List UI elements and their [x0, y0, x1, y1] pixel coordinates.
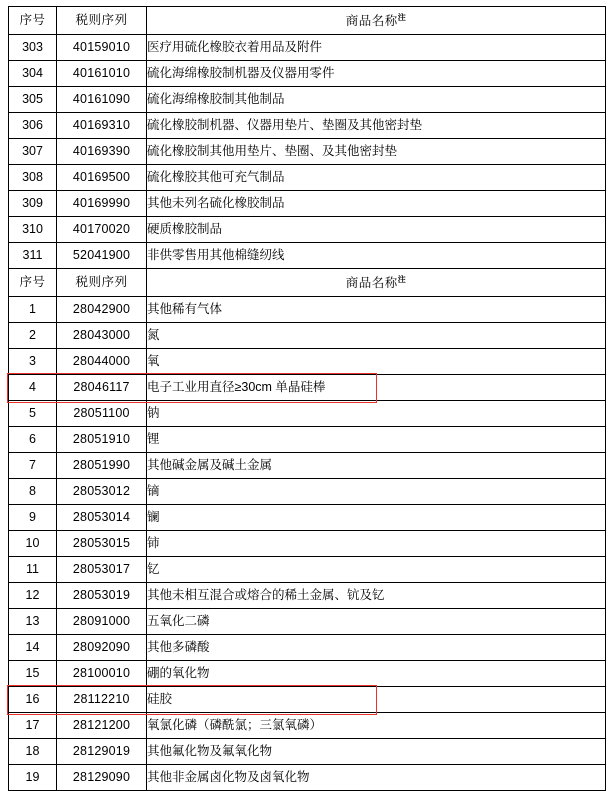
cell-sequence-number: 10: [9, 531, 57, 557]
cell-sequence-number: 305: [9, 87, 57, 113]
cell-tariff-code: 28121200: [57, 713, 147, 739]
tariff-table-body: [9, 7, 606, 791]
table-row: [9, 243, 606, 269]
cell-sequence-number: 14: [9, 635, 57, 661]
table-row: [9, 531, 606, 557]
cell-tariff-code: 28053017: [57, 557, 147, 583]
cell-product-name: 其他未列名硫化橡胶制品: [147, 191, 606, 217]
cell-tariff-code: 40159010: [57, 35, 147, 61]
table-row: [9, 61, 606, 87]
cell-product-name: 医疗用硫化橡胶衣着用品及附件: [147, 35, 606, 61]
cell-product-name: 硅胶: [147, 687, 606, 713]
cell-tariff-code: 28053015: [57, 531, 147, 557]
table-header-row: [9, 7, 606, 35]
table-row: [9, 635, 606, 661]
cell-product-name: 电子工业用直径≥30cm 单晶硅棒: [147, 375, 606, 401]
cell-sequence-number: 15: [9, 661, 57, 687]
header-footnote-marker: 注: [397, 274, 407, 284]
cell-product-name: 镝: [147, 479, 606, 505]
cell-tariff-code: 40161090: [57, 87, 147, 113]
cell-product-name: 氧: [147, 349, 606, 375]
cell-product-name: 硫化海绵橡胶制其他制品: [147, 87, 606, 113]
table-header-row: [9, 269, 606, 297]
cell-product-name: 硫化橡胶制其他用垫片、垫圈、及其他密封垫: [147, 139, 606, 165]
table-row: [9, 217, 606, 243]
cell-sequence-number: 308: [9, 165, 57, 191]
table-row: [9, 765, 606, 791]
cell-tariff-code: 40169990: [57, 191, 147, 217]
header-footnote-marker: 注: [397, 12, 407, 22]
cell-product-name: 其他氟化物及氟氧化物: [147, 739, 606, 765]
cell-tariff-code: 52041900: [57, 243, 147, 269]
table-row: [9, 297, 606, 323]
cell-product-name: 硫化海绵橡胶制机器及仪器用零件: [147, 61, 606, 87]
cell-product-name: 氧氯化磷（磷酰氯；三氯氧磷）: [147, 713, 606, 739]
cell-sequence-number: 19: [9, 765, 57, 791]
cell-sequence-number: 8: [9, 479, 57, 505]
cell-sequence-number: 7: [9, 453, 57, 479]
cell-product-name: 其他多磷酸: [147, 635, 606, 661]
cell-tariff-code: 28051910: [57, 427, 147, 453]
column-header: 商品名称$^注$: [147, 7, 606, 35]
cell-tariff-code: 40169500: [57, 165, 147, 191]
table-row: [9, 609, 606, 635]
table-row: [9, 323, 606, 349]
cell-sequence-number: 6: [9, 427, 57, 453]
cell-sequence-number: 12: [9, 583, 57, 609]
table-row: [9, 375, 606, 401]
column-header: 税则序列: [57, 7, 147, 35]
cell-tariff-code: 40161010: [57, 61, 147, 87]
table-row: [9, 479, 606, 505]
cell-sequence-number: 3: [9, 349, 57, 375]
cell-sequence-number: 311: [9, 243, 57, 269]
cell-tariff-code: 40170020: [57, 217, 147, 243]
cell-tariff-code: 28044000: [57, 349, 147, 375]
cell-sequence-number: 1: [9, 297, 57, 323]
cell-sequence-number: 306: [9, 113, 57, 139]
cell-tariff-code: 28100010: [57, 661, 147, 687]
cell-sequence-number: 16: [9, 687, 57, 713]
cell-tariff-code: 28053019: [57, 583, 147, 609]
table-row: [9, 87, 606, 113]
cell-product-name: 硼的氧化物: [147, 661, 606, 687]
cell-tariff-code: 28053012: [57, 479, 147, 505]
table-row: [9, 35, 606, 61]
cell-sequence-number: 17: [9, 713, 57, 739]
cell-tariff-code: 40169310: [57, 113, 147, 139]
cell-sequence-number: 4: [9, 375, 57, 401]
table-row: [9, 713, 606, 739]
table-row: [9, 165, 606, 191]
cell-tariff-code: 28129019: [57, 739, 147, 765]
cell-product-name: 其他碱金属及碱土金属: [147, 453, 606, 479]
cell-product-name: 铈: [147, 531, 606, 557]
cell-product-name: 非供零售用其他棉缝纫线: [147, 243, 606, 269]
column-header: 序号: [9, 7, 57, 35]
cell-tariff-code: 28053014: [57, 505, 147, 531]
table-row: [9, 139, 606, 165]
table-row: [9, 427, 606, 453]
cell-sequence-number: 303: [9, 35, 57, 61]
cell-product-name: 其他未相互混合或熔合的稀土金属、钪及钇: [147, 583, 606, 609]
cell-tariff-code: 28051990: [57, 453, 147, 479]
cell-product-name: 钠: [147, 401, 606, 427]
table-row: [9, 557, 606, 583]
column-header: 税则序列: [57, 269, 147, 297]
cell-product-name: 硬质橡胶制品: [147, 217, 606, 243]
cell-product-name: 钇: [147, 557, 606, 583]
cell-product-name: 镧: [147, 505, 606, 531]
table-row: [9, 453, 606, 479]
cell-sequence-number: 11: [9, 557, 57, 583]
cell-tariff-code: 28051100: [57, 401, 147, 427]
cell-product-name: 五氧化二磷: [147, 609, 606, 635]
cell-tariff-code: 40169390: [57, 139, 147, 165]
cell-tariff-code: 28112210: [57, 687, 147, 713]
table-row: [9, 661, 606, 687]
cell-product-name: 其他非金属卤化物及卤氧化物: [147, 765, 606, 791]
table-row: [9, 113, 606, 139]
cell-tariff-code: 28046117: [57, 375, 147, 401]
table-row: [9, 505, 606, 531]
table-row: [9, 687, 606, 713]
cell-sequence-number: 13: [9, 609, 57, 635]
cell-tariff-code: 28042900: [57, 297, 147, 323]
cell-sequence-number: 2: [9, 323, 57, 349]
cell-sequence-number: 9: [9, 505, 57, 531]
cell-sequence-number: 304: [9, 61, 57, 87]
table-row: [9, 191, 606, 217]
cell-product-name: 硫化橡胶制机器、仪器用垫片、垫圈及其他密封垫: [147, 113, 606, 139]
table-row: [9, 401, 606, 427]
column-header: 序号: [9, 269, 57, 297]
cell-product-name: 氮: [147, 323, 606, 349]
column-header: 商品名称$^注$: [147, 269, 606, 297]
cell-tariff-code: 28129090: [57, 765, 147, 791]
cell-product-name: 硫化橡胶其他可充气制品: [147, 165, 606, 191]
cell-sequence-number: 309: [9, 191, 57, 217]
tariff-table: [8, 6, 606, 791]
table-row: [9, 739, 606, 765]
cell-sequence-number: 5: [9, 401, 57, 427]
cell-sequence-number: 310: [9, 217, 57, 243]
cell-sequence-number: 307: [9, 139, 57, 165]
cell-tariff-code: 28043000: [57, 323, 147, 349]
cell-product-name: 其他稀有气体: [147, 297, 606, 323]
cell-tariff-code: 28092090: [57, 635, 147, 661]
table-row: [9, 349, 606, 375]
cell-tariff-code: 28091000: [57, 609, 147, 635]
table-row: [9, 583, 606, 609]
cell-sequence-number: 18: [9, 739, 57, 765]
cell-product-name: 锂: [147, 427, 606, 453]
